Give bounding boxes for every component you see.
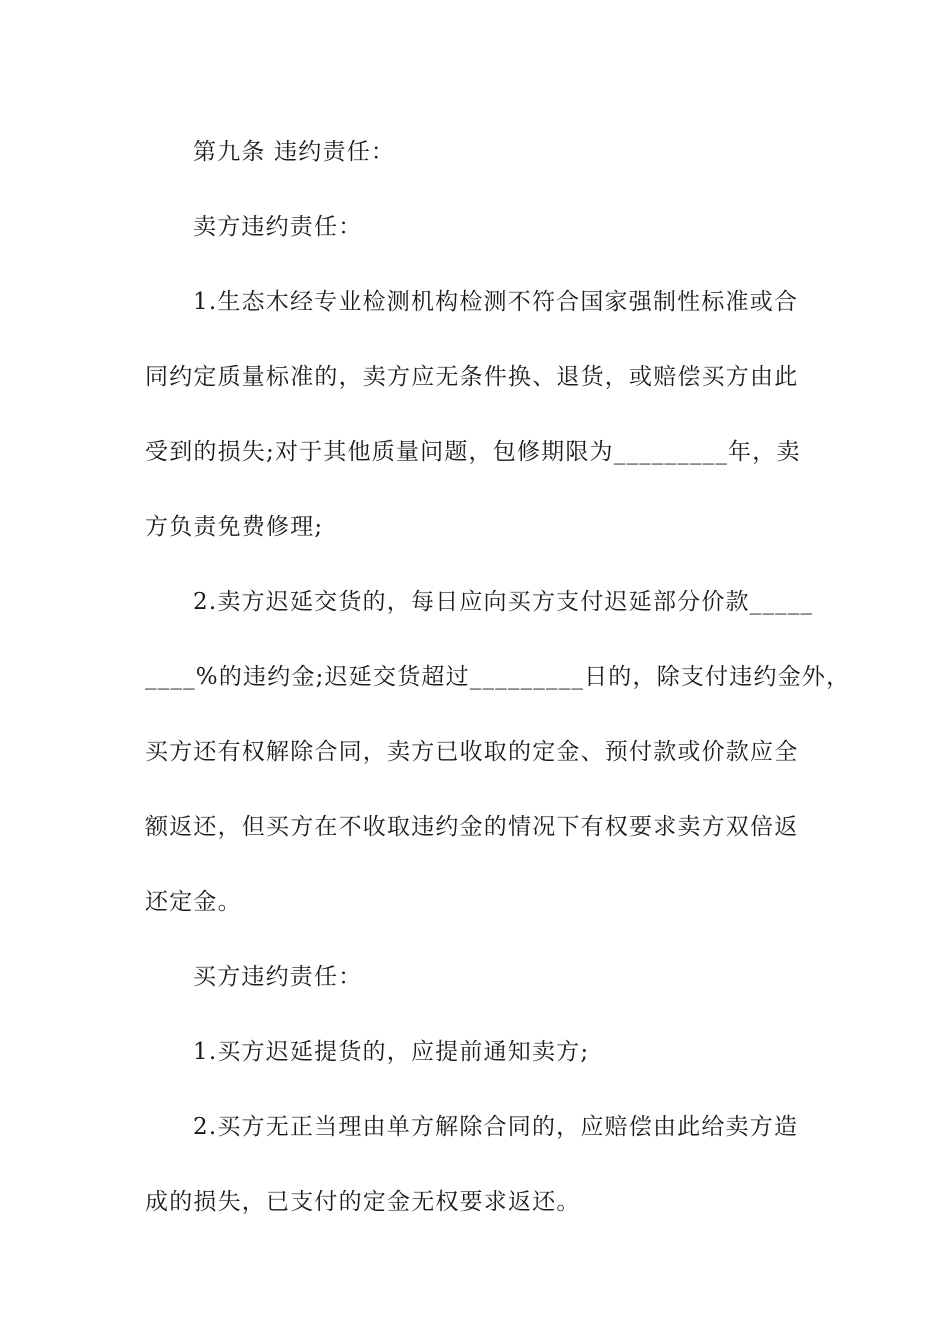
seller-clause-1-line-4: 方负责免费修理; xyxy=(145,514,324,540)
buyer-clause-2-line-1: 2.买方无正当理由单方解除合同的，应赔偿由此给卖方造 xyxy=(193,1114,799,1140)
seller-clause-2-line-5: 还定金。 xyxy=(145,889,242,915)
seller-clause-1-line-1: 1.生态木经专业检测机构检测不符合国家强制性标准或合 xyxy=(193,289,799,315)
seller-clause-2-line-2: ____%的违约金;迟延交货超过_________日的，除支付违约金外， xyxy=(145,664,851,690)
seller-clause-2-line-1: 2.卖方迟延交货的，每日应向买方支付迟延部分价款_____ xyxy=(193,589,814,615)
seller-clause-1-line-3: 受到的损失;对于其他质量问题，包修期限为_________年，卖 xyxy=(145,439,801,465)
seller-clause-1-line-2: 同约定质量标准的，卖方应无条件换、退货，或赔偿买方由此 xyxy=(145,364,799,390)
buyer-clause-2-line-2: 成的损失，已支付的定金无权要求返还。 xyxy=(145,1189,581,1215)
buyer-clause-1: 1.买方迟延提货的，应提前通知卖方; xyxy=(193,1039,590,1065)
seller-liability-heading: 卖方违约责任： xyxy=(193,214,363,240)
article-heading: 第九条 违约责任： xyxy=(193,139,396,165)
seller-clause-2-line-3: 买方还有权解除合同，卖方已收取的定金、预付款或价款应全 xyxy=(145,739,799,765)
buyer-liability-heading: 买方违约责任： xyxy=(193,964,363,990)
seller-clause-2-line-4: 额返还，但买方在不收取违约金的情况下有权要求卖方双倍返 xyxy=(145,814,799,840)
